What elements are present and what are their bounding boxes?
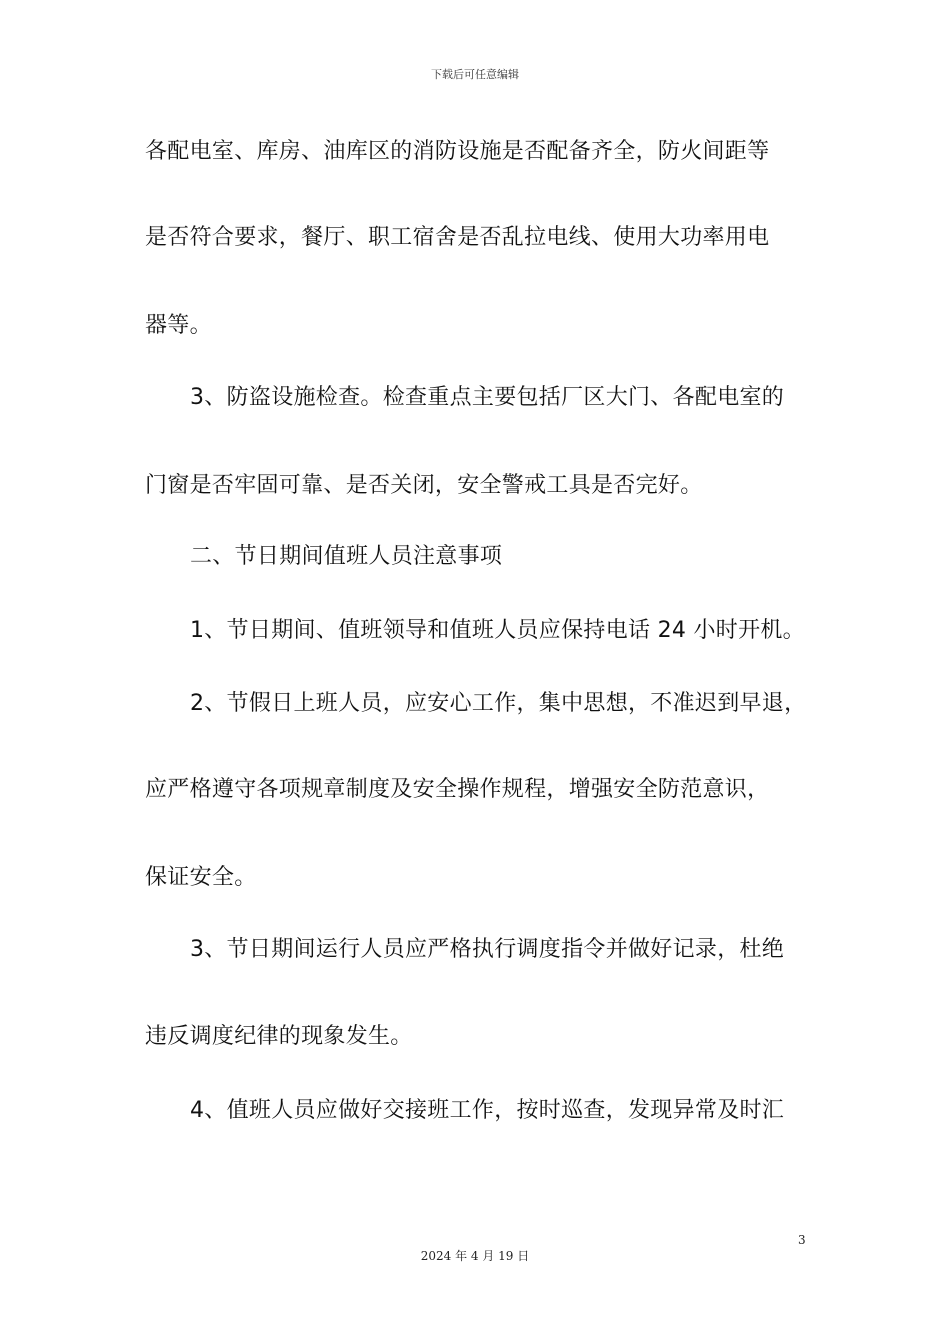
body-text-line: 4、值班人员应做好交接班工作，按时巡查，发现异常及时汇 [190, 1098, 785, 1123]
body-text-line: 1、节日期间、值班领导和值班人员应保持电话 24 小时开机。 [190, 618, 805, 643]
body-text-line: 是否符合要求，餐厅、职工宿舍是否乱拉电线、使用大功率用电 [145, 225, 770, 250]
page-header-note: 下载后可任意编辑 [431, 68, 519, 81]
body-text-line: 门窗是否牢固可靠、是否关闭，安全警戒工具是否完好。 [145, 473, 703, 498]
body-text-line: 保证安全。 [145, 865, 257, 890]
page-number: 3 [798, 1233, 806, 1247]
body-text-line: 违反调度纪律的现象发生。 [145, 1024, 413, 1049]
body-text-line: 2、节假日上班人员，应安心工作，集中思想，不准迟到早退， [190, 691, 807, 716]
section-heading: 二、节日期间值班人员注意事项 [190, 544, 503, 569]
body-text-line: 应严格遵守各项规章制度及安全操作规程，增强安全防范意识， [145, 777, 770, 802]
body-text-line: 3、节日期间运行人员应严格执行调度指令并做好记录，杜绝 [190, 937, 785, 962]
body-text-line: 各配电室、库房、油库区的消防设施是否配备齐全，防火间距等 [145, 139, 770, 164]
body-text-line: 3、防盗设施检查。检查重点主要包括厂区大门、各配电室的 [190, 385, 785, 410]
footer-date: 2024 年 4 月 19 日 [420, 1249, 530, 1263]
body-text-line: 器等。 [145, 313, 212, 338]
